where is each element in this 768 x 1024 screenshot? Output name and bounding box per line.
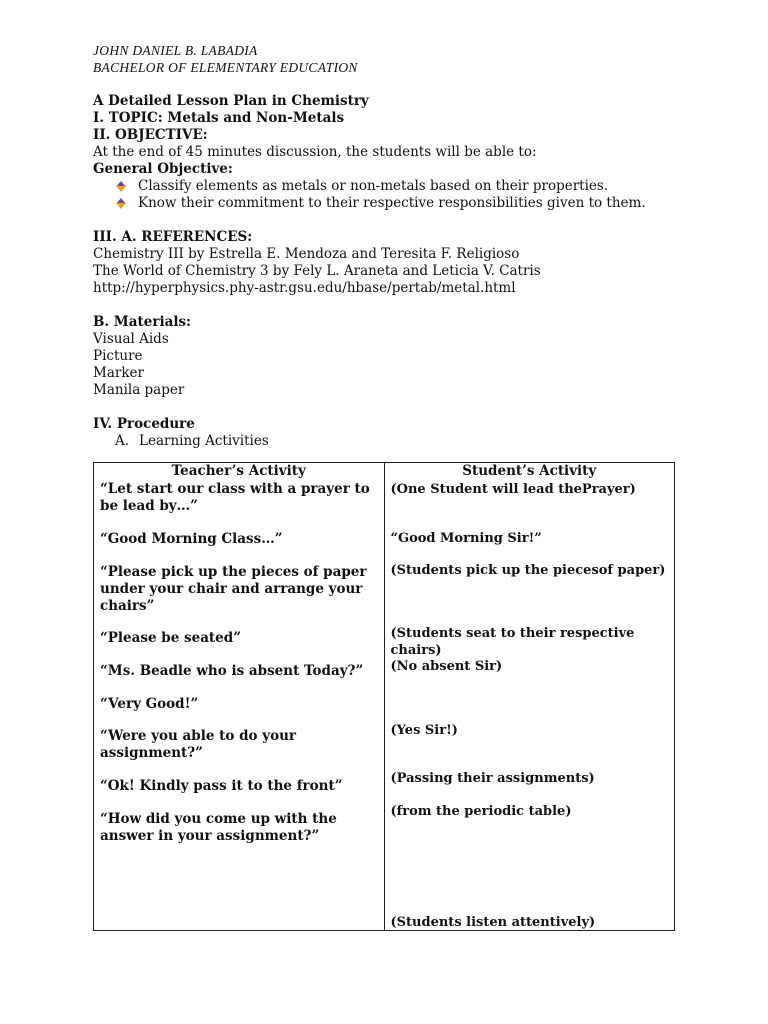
student-line: “Good Morning Sir!” xyxy=(390,531,542,546)
reference-item: The World of Chemistry 3 by Fely L. Araneta and Leticia V. Catris xyxy=(93,263,541,279)
student-column xyxy=(384,463,675,931)
student-activity-header: Student’s Activity xyxy=(462,463,597,479)
procedure-subheading xyxy=(93,433,693,450)
list-item xyxy=(115,178,693,195)
bullet-icon xyxy=(115,181,126,192)
teacher-line: “Let start our class with a prayer to be lead by…” xyxy=(100,481,370,514)
material-item: Picture xyxy=(93,348,143,364)
student-line: (Students seat to their respective chairs) xyxy=(390,626,635,658)
student-line: (No absent Sir) xyxy=(390,659,503,674)
student-line: (Students listen attentively) xyxy=(390,915,596,930)
references-heading: III. A. REFERENCES: xyxy=(93,229,253,245)
student-line: (Yes Sir!) xyxy=(390,723,458,738)
teacher-line: “How did you come up with the answer in your assignment?” xyxy=(100,811,337,844)
teacher-line: “Please be seated” xyxy=(100,630,241,646)
teacher-column xyxy=(94,463,385,931)
materials-heading: B. Materials: xyxy=(93,314,192,330)
teacher-line: “Please pick up the pieces of paper under your chair and arrange your chairs” xyxy=(100,564,367,614)
reference-url: http://hyperphysics.phy-astr.gsu.edu/hbase/pertab/metal.html xyxy=(93,280,516,296)
student-line: (from the periodic table) xyxy=(390,804,572,819)
activities-table xyxy=(93,462,675,931)
teacher-line: “Ms. Beadle who is absent Today?” xyxy=(100,663,364,679)
material-item: Visual Aids xyxy=(93,331,169,347)
material-item: Marker xyxy=(93,365,144,381)
lesson-plan-document xyxy=(93,42,693,450)
reference-item: Chemistry III by Estrella E. Mendoza and Teresita F. Religioso xyxy=(93,246,520,262)
procedure-sub-letter: A. xyxy=(115,433,130,449)
procedure-heading: IV. Procedure xyxy=(93,416,195,432)
general-objective-heading: General Objective: xyxy=(93,161,233,177)
teacher-activity-header: Teacher’s Activity xyxy=(171,463,306,479)
document-title: A Detailed Lesson Plan in Chemistry xyxy=(93,93,369,109)
student-line: (Students pick up the piecesof paper) xyxy=(390,563,666,578)
objective-text: Know their commitment to their respective responsibilities given to them. xyxy=(138,195,646,211)
objective-text: Classify elements as metals or non-metals based on their properties. xyxy=(138,178,609,194)
topic-heading: I. TOPIC: Metals and Non-Metals xyxy=(93,110,345,126)
student-line: (One Student will lead thePrayer) xyxy=(390,482,636,497)
teacher-line: “Good Morning Class…” xyxy=(100,531,283,547)
bullet-icon xyxy=(115,198,126,209)
author-name: JOHN DANIEL B. LABADIA xyxy=(93,43,258,58)
teacher-line: “Very Good!” xyxy=(100,696,199,712)
objective-heading: II. OBJECTIVE: xyxy=(93,127,208,143)
objective-intro: At the end of 45 minutes discussion, the students will be able to: xyxy=(93,144,537,160)
procedure-sub-label: Learning Activities xyxy=(139,433,269,449)
objective-list xyxy=(93,178,693,212)
student-line: (Passing their assignments) xyxy=(390,771,595,786)
list-item xyxy=(115,195,693,212)
teacher-line: “Ok! Kindly pass it to the front” xyxy=(100,778,343,794)
teacher-line: “Were you able to do your assignment?” xyxy=(100,728,297,761)
material-item: Manila paper xyxy=(93,382,185,398)
author-program: BACHELOR OF ELEMENTARY EDUCATION xyxy=(93,60,358,75)
